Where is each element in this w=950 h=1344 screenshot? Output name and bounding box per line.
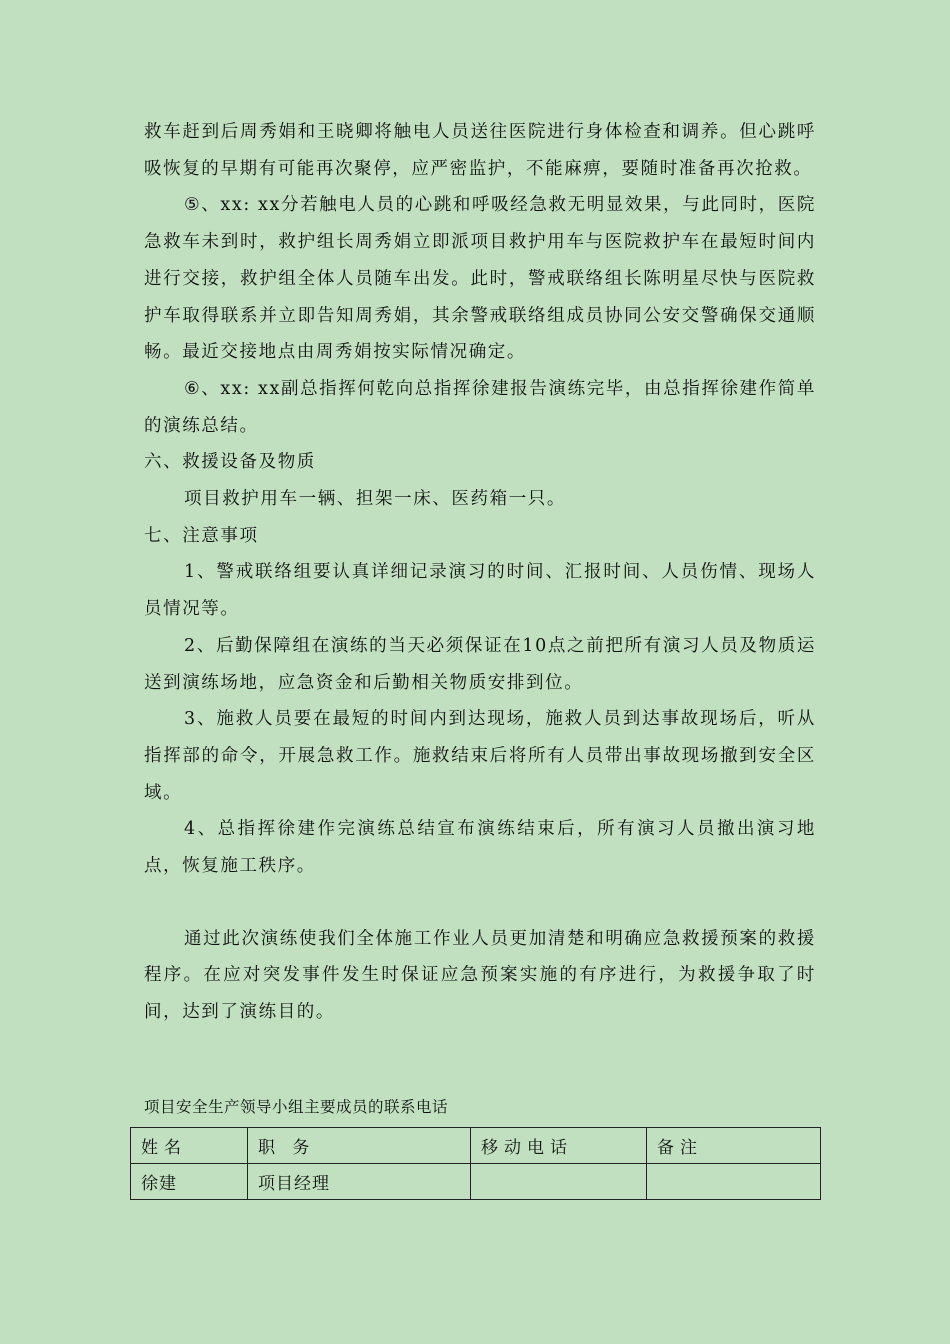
cell-name: 徐建 [131,1164,248,1200]
cell-position: 项目经理 [248,1164,471,1200]
paragraph-note-2: 2、后勤保障组在演练的当天必须保证在10点之前把所有演习人员及物质运送到演练场地，应急资金和后勤相关物质安排到位。 [144,635,816,693]
table-header-row [131,1128,821,1164]
header-name: 姓名 [131,1128,248,1164]
paragraph-step-6: ⑥、xx: xx副总指挥何乾向总指挥徐建报告演练完毕，由总指挥徐建作简单的演练总结。 [144,378,816,436]
section-heading-notes: 七、注意事项 [144,525,259,546]
paragraph-note-1: 1、警戒联络组要认真详细记录演习的时间、汇报时间、人员伤情、现场人员情况等。 [144,562,816,620]
paragraph-conclusion: 通过此次演练使我们全体施工作业人员更加清楚和明确应急救援预案的救援程序。在应对突发事件发生时保证应急预案实施的有序进行，为救援争取了时间，达到了演练目的。 [144,928,816,1023]
header-position: 职 务 [248,1128,471,1164]
paragraph-note-3: 3、施救人员要在最短的时间内到达现场，施救人员到达事故现场后，听从指挥部的命令，开展急救工作。施救结束后将所有人员带出事故现场撤到安全区域。 [144,709,816,803]
header-remark: 备注 [647,1128,821,1164]
section-heading-equipment: 六、救援设备及物质 [144,452,316,473]
cell-mobile [471,1164,647,1200]
table-row [131,1164,821,1200]
paragraph-step-5: ⑤、xx: xx分若触电人员的心跳和呼吸经急救无明显效果，与此同时，医院急救车未到时，救护组长周秀娟立即派项目救护用车与医院救护车在最短时间内进行交接，救护组全体人员随车出发。此时，警戒联络组长陈明星尽快与医院救护车取得联系并立即告知周秀娟，其余警戒联络组成员协同公安交警确保交通顺畅。最近交接地点由周秀娟按实际情况确定。 [144,195,816,363]
contacts-table [130,1127,821,1200]
table-caption: 项目安全生产领导小组主要成员的联系电话 [144,1098,449,1116]
header-mobile: 移动电话 [471,1128,647,1164]
cell-remark [647,1164,821,1200]
paragraph-continuation: 救车赶到后周秀娟和王晓卿将触电人员送往医院进行身体检查和调养。但心跳呼吸恢复的早期有可能再次聚停，应严密监护，不能麻痹，要随时准备再次抢救。 [144,122,816,179]
document-body [144,114,816,1031]
paragraph-note-4: 4、总指挥徐建作完演练总结宣布演练结束后，所有演习人员撤出演习地点，恢复施工秩序。 [144,819,816,877]
paragraph-equipment: 项目救护用车一辆、担架一床、医药箱一只。 [184,489,566,510]
paragraph-gap [144,885,816,921]
